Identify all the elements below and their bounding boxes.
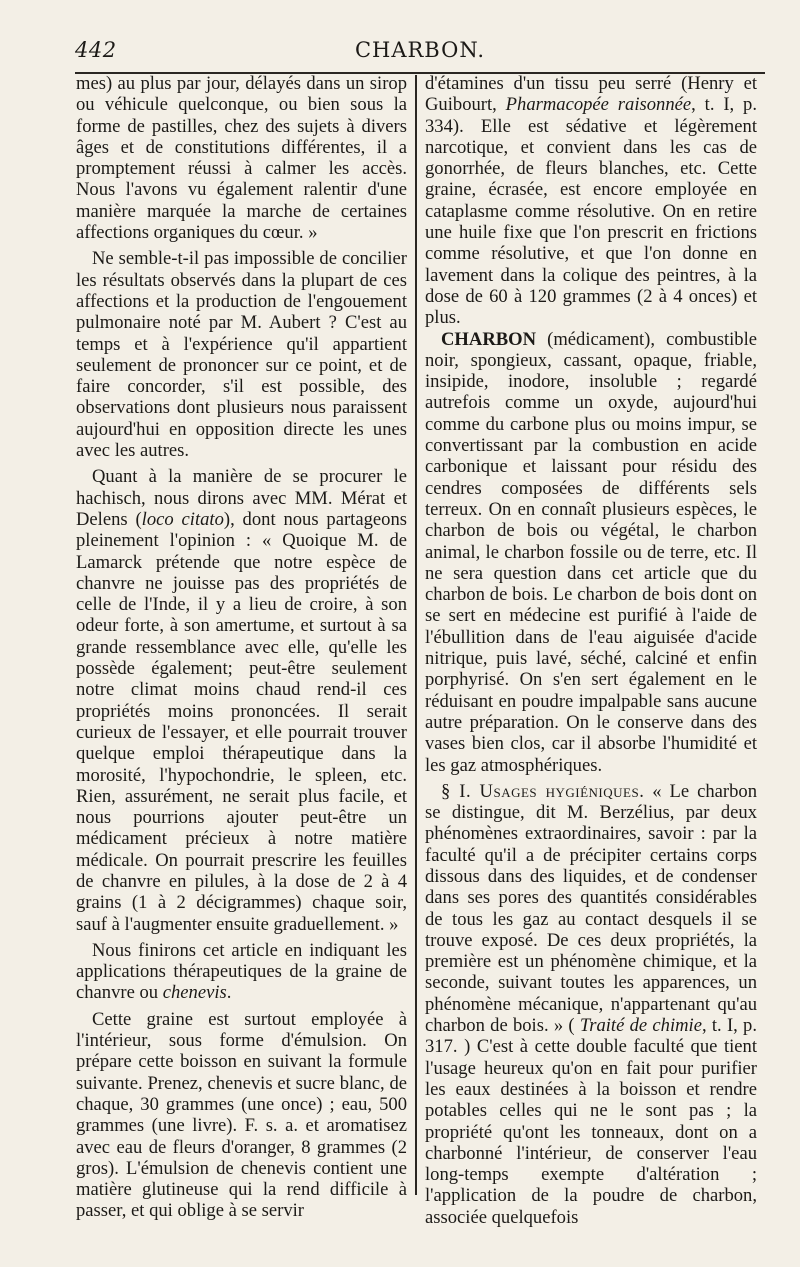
page-header — [75, 38, 765, 74]
paragraph-continuation: mes) au plus par jour, délayés dans un sirop ou véhicule quelconque, ou bien sous la forme de pastilles, chez des sujets à divers âges et de constitutions différentes, il a promptement réussi à calmer les accès. Nous l'avons vu également ralentir d'une manière marquée la marche de certaines affections organiques du cœur. » — [76, 73, 407, 244]
entry-paragraph: CHARBON (médicament), combustible noir, spongieux, cassant, opaque, friable, insipide, inodore, insoluble ; regardé autrefois comme un oxyde, aujourd'hui comme du carbone plus ou moins impur, se convertissant par la combustion en acide carbonique et laissant pour résidu des cendres composées de différents sels terreux. On en connaît plusieurs espèces, le charbon de bois ou végétal, le charbon animal, le charbon fossile ou de terre, etc. Il ne sera question dans cet article que du charbon de bois. Le charbon de bois dont on se sert en médecine est purifié à l'aide de l'ébullition dans de l'eau aiguisée d'acide nitrique, puis lavé, séché, calciné et enfin porphyrisé. On s'en sert également en le réduisant en poudre impalpable sans aucune autre préparation. On le conserve dans des vases bien clos, car il absorbe l'humidité et les gaz atmosphériques. — [425, 328, 757, 776]
section-heading: § I. Usages hygiéniques. — [441, 780, 645, 802]
paragraph-continuation: d'étamines d'un tissu peu serré (Henry et Guibourt, Pharmacopée raisonnée, t. I, p. 334). Elle est sédative et légèrement narcotique, et convient dans les cas de gonorrhée, de fleurs blanches, etc. Cette graine, écrasée, est encore employée en cataplasme comme résolutive. On en retire une huile fixe que l'on prescrit en frictions comme résolutive, et que l'on donne en lavement dans la colique des peintres, à la dose de 60 à 120 grammes (2 à 4 onces) et plus. — [425, 73, 758, 329]
paragraph: Quant à la manière de se procurer le hachisch, nous dirons avec MM. Mérat et Delens (loco citato), dont nous partageons pleinement l'opinion : « Quoique M. de Lamarck prétende que notre espèce de chanvre ne jouisse pas des propriétés de celle de l'Inde, il y a lieu de croire, à son odeur forte, à son amertume, et surtout à sa grande ressemblance avec elle, qu'elle les possède également; peut-être seulement notre climat moins chaud rend-il ces propriétés moins prononcées. Il serait curieux de l'essayer, et elle pourrait trouver quelque emploi thérapeutique dans la morosité, l'hypochondrie, le spleen, etc. Rien, assurément, ne serait plus facile, et nous pourrions ajouter peut-être un médicament précieux à notre matière médicale. On pourrait prescrire les feuilles de chanvre en pilules, à la dose de 2 à 4 grains (1 à 2 décigrammes) chaque soir, sauf à l'augmenter ensuite graduellement. » — [76, 466, 407, 935]
page-number: 442 — [75, 38, 117, 62]
section-paragraph: § I. Usages hygiéniques. « Le charbon se distingue, dit M. Berzélius, par deux phénomènes extraordinaires, savoir : par la faculté qu'il a de précipiter certains corps dissous dans des liquides, et de condenser dans ses pores des quantités considérables de tous les gaz au contact desquels il se trouve exposé. De ces deux propriétés, la première est un phénomène chimique, et la seconde, suivant toutes les apparences, un phénomène mécanique, n'appartenant qu'au charbon de bois. » ( Traité de chimie, t. I, p. 317. ) C'est à cette double faculté que tient l'usage heureux qu'on en fait pour purifier les eaux destinées à la boisson et rendre potables celles qui ne le sont pas ; la propriété qu'ont les tonneaux, dont on a charbonné l'intérieur, de conserver l'eau long-temps exempte d'altération ; l'application de la poudre de charbon, associée quelquefois — [425, 780, 758, 1228]
column-rule — [415, 75, 417, 1195]
citation: Traité de chimie — [579, 1015, 702, 1037]
left-column — [76, 73, 407, 1222]
term: chenevis — [162, 982, 227, 1004]
paragraph: Cette graine est surtout employée à l'intérieur, sous forme d'émulsion. On prépare cette boisson en suivant la formule suivante. Prenez, chenevis et sucre blanc, de chaque, 30 grammes (une once) ; eau, 500 grammes (une livre). F. s. a. et aromatisez avec eau de fleurs d'oranger, 8 grammes (2 gros). L'émulsion de chenevis contient une matière glutineuse qui la rend difficile à passer, et qui oblige à se servir — [76, 1008, 407, 1222]
paragraph: Nous finirons cet article en indiquant les applications thérapeutiques de la graine de chanvre ou chenevis. — [76, 939, 407, 1004]
running-head: CHARBON. — [354, 38, 486, 62]
citation: Pharmacopée raisonnée — [505, 94, 692, 116]
right-column — [425, 73, 758, 1228]
paragraph: Ne semble-t-il pas impossible de concilier les résultats observés dans la plupart de ces affections et la production de l'engouement pulmonaire noté par M. Aubert ? C'est au temps et à l'expérience qu'il appartient seulement de prononcer sur ce point, et de faire concorder, s'il est possible, des observations dont plusieurs nous paraissent aujourd'hui en opposition directe les unes avec les autres. — [76, 248, 407, 462]
citation: loco citato — [141, 508, 224, 530]
entry-headword: CHARBON — [441, 328, 537, 350]
